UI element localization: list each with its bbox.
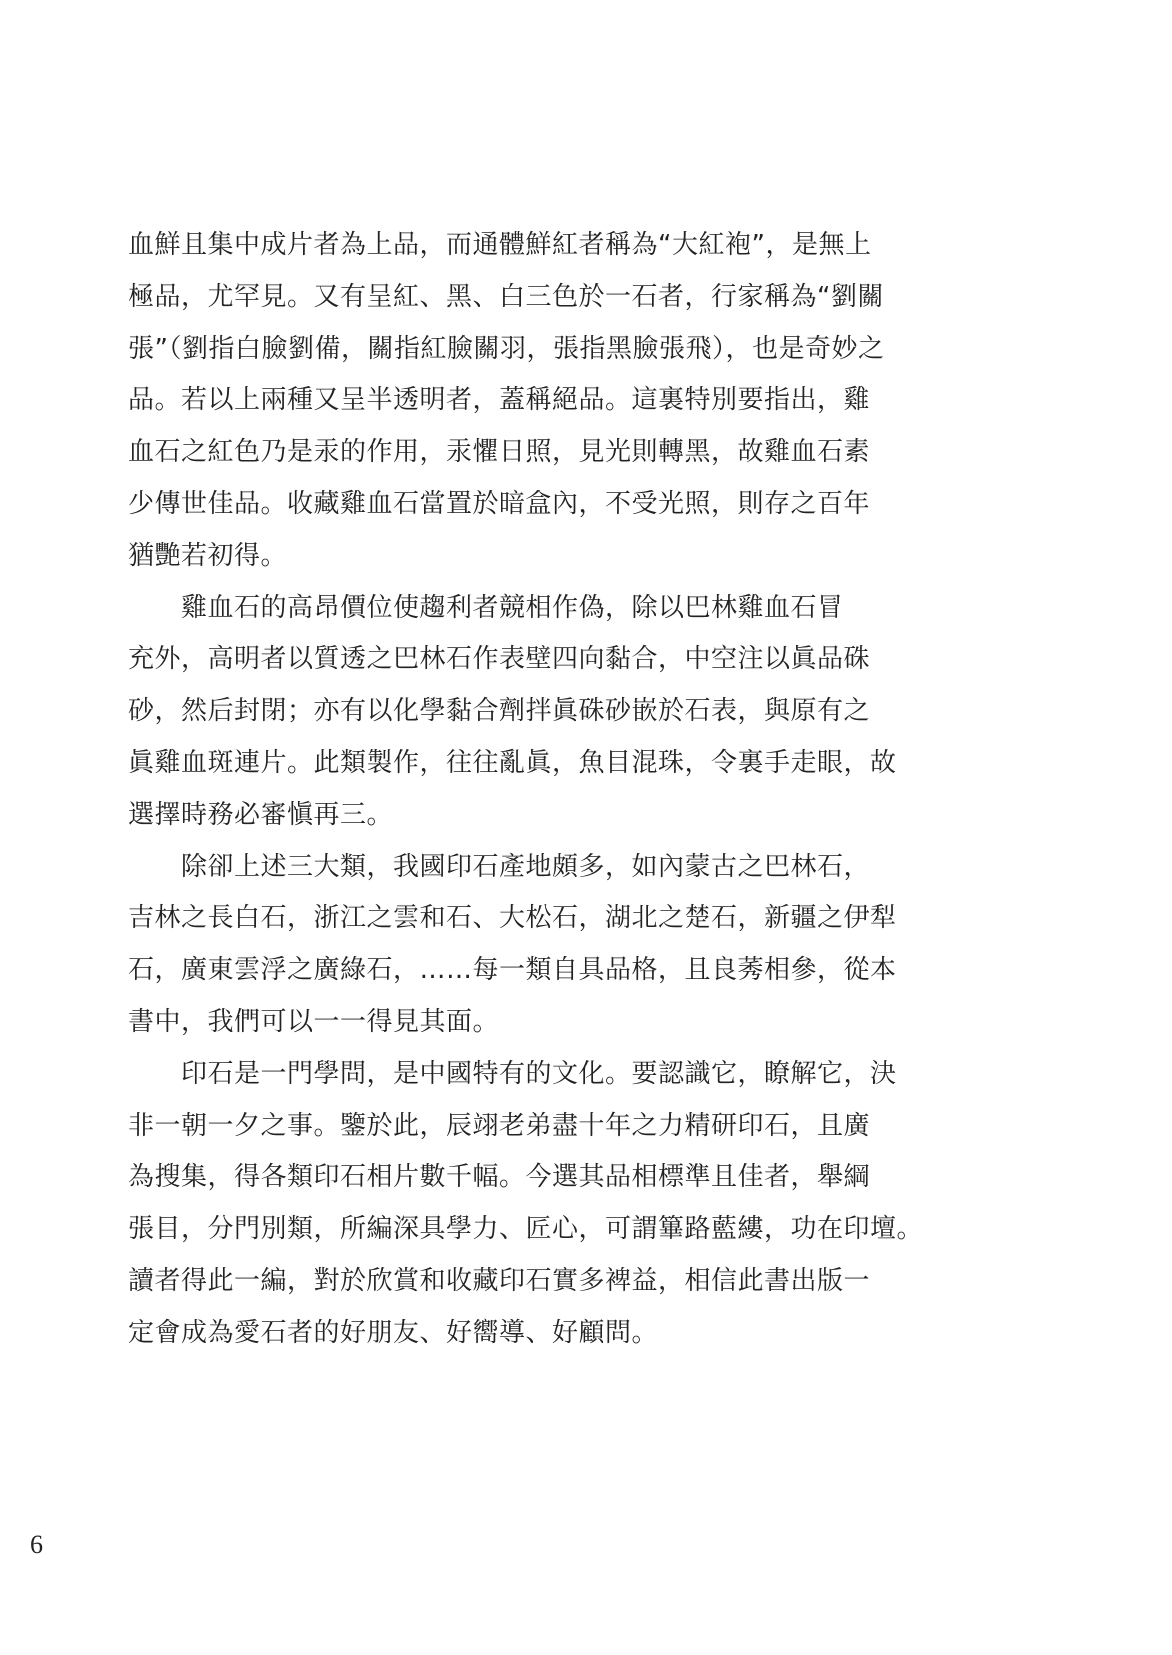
text-line: 選擇時務必審愼再三。 bbox=[128, 799, 394, 830]
text-line: 書中，我們可以一一得見其面。 bbox=[128, 1006, 500, 1037]
text-line: 印石是一門學問，是中國特有的文化。要認識它，瞭解它，決 bbox=[128, 1058, 897, 1089]
text-line: 定會成為愛石者的好朋友、好嚮導、好顧問。 bbox=[128, 1317, 659, 1348]
page-number: 6 bbox=[30, 1530, 43, 1559]
text-line: 除卻上述三大類，我國印石產地頗多，如內蒙古之巴林石， bbox=[128, 851, 871, 882]
text-line: 石，廣東雲浮之廣綠石，……每一類自具品格，且良莠相參，從本 bbox=[128, 955, 897, 986]
text-line: 砂，然后封閉；亦有以化學黏合劑拌眞硃砂嵌於石表，與原有之 bbox=[128, 696, 871, 727]
text-line: 血石之紅色乃是汞的作用，汞懼日照，見光則轉黑，故雞血石素 bbox=[128, 437, 871, 468]
text-line: 少傳世佳品。收藏雞血石當置於暗盒內，不受光照，則存之百年 bbox=[128, 488, 871, 519]
text-line: 充外，高明者以質透之巴林石作表壁四向黏合，中空注以眞品硃 bbox=[128, 644, 871, 675]
text-line: 猶艷若初得。 bbox=[128, 540, 288, 571]
text-line: 眞雞血斑連片。此類製作，往往亂眞，魚目混珠，令裏手走眼，故 bbox=[128, 747, 897, 778]
text-line: 讀者得此一編，對於欣賞和收藏印石實多裨益，相信此書出版一 bbox=[128, 1265, 871, 1296]
text-line: 品。若以上兩種又呈半透明者，蓋稱絕品。這裏特別要指出，雞 bbox=[128, 385, 871, 416]
text-line: 張目，分門別類，所編深具學力、匠心，可謂篳路藍縷，功在印壇。 bbox=[128, 1214, 924, 1245]
text-line: 為搜集，得各類印石相片數千幅。今選其品相標準且佳者，舉綱 bbox=[128, 1162, 871, 1193]
text-line: 極品，尤罕見。又有呈紅、黑、白三色於一石者，行家稱為“劉關 bbox=[128, 281, 884, 312]
text-line: 雞血石的高昂價位使趨利者競相作偽，除以巴林雞血石冒 bbox=[128, 592, 844, 623]
text-line: 非一朝一夕之事。鑒於此，辰翊老弟盡十年之力精研印石，且廣 bbox=[128, 1110, 871, 1141]
text-line: 吉林之長白石，浙江之雲和石、大松石，湖北之楚石，新疆之伊犁 bbox=[128, 903, 897, 934]
text-line: 血鮮且集中成片者為上品，而通體鮮紅者稱為“大紅袍”，是無上 bbox=[128, 230, 872, 260]
body-text bbox=[128, 220, 924, 1360]
text-line: 張”（劉指白臉劉備，關指紅臉關羽，張指黑臉張飛），也是奇妙之 bbox=[128, 333, 885, 364]
